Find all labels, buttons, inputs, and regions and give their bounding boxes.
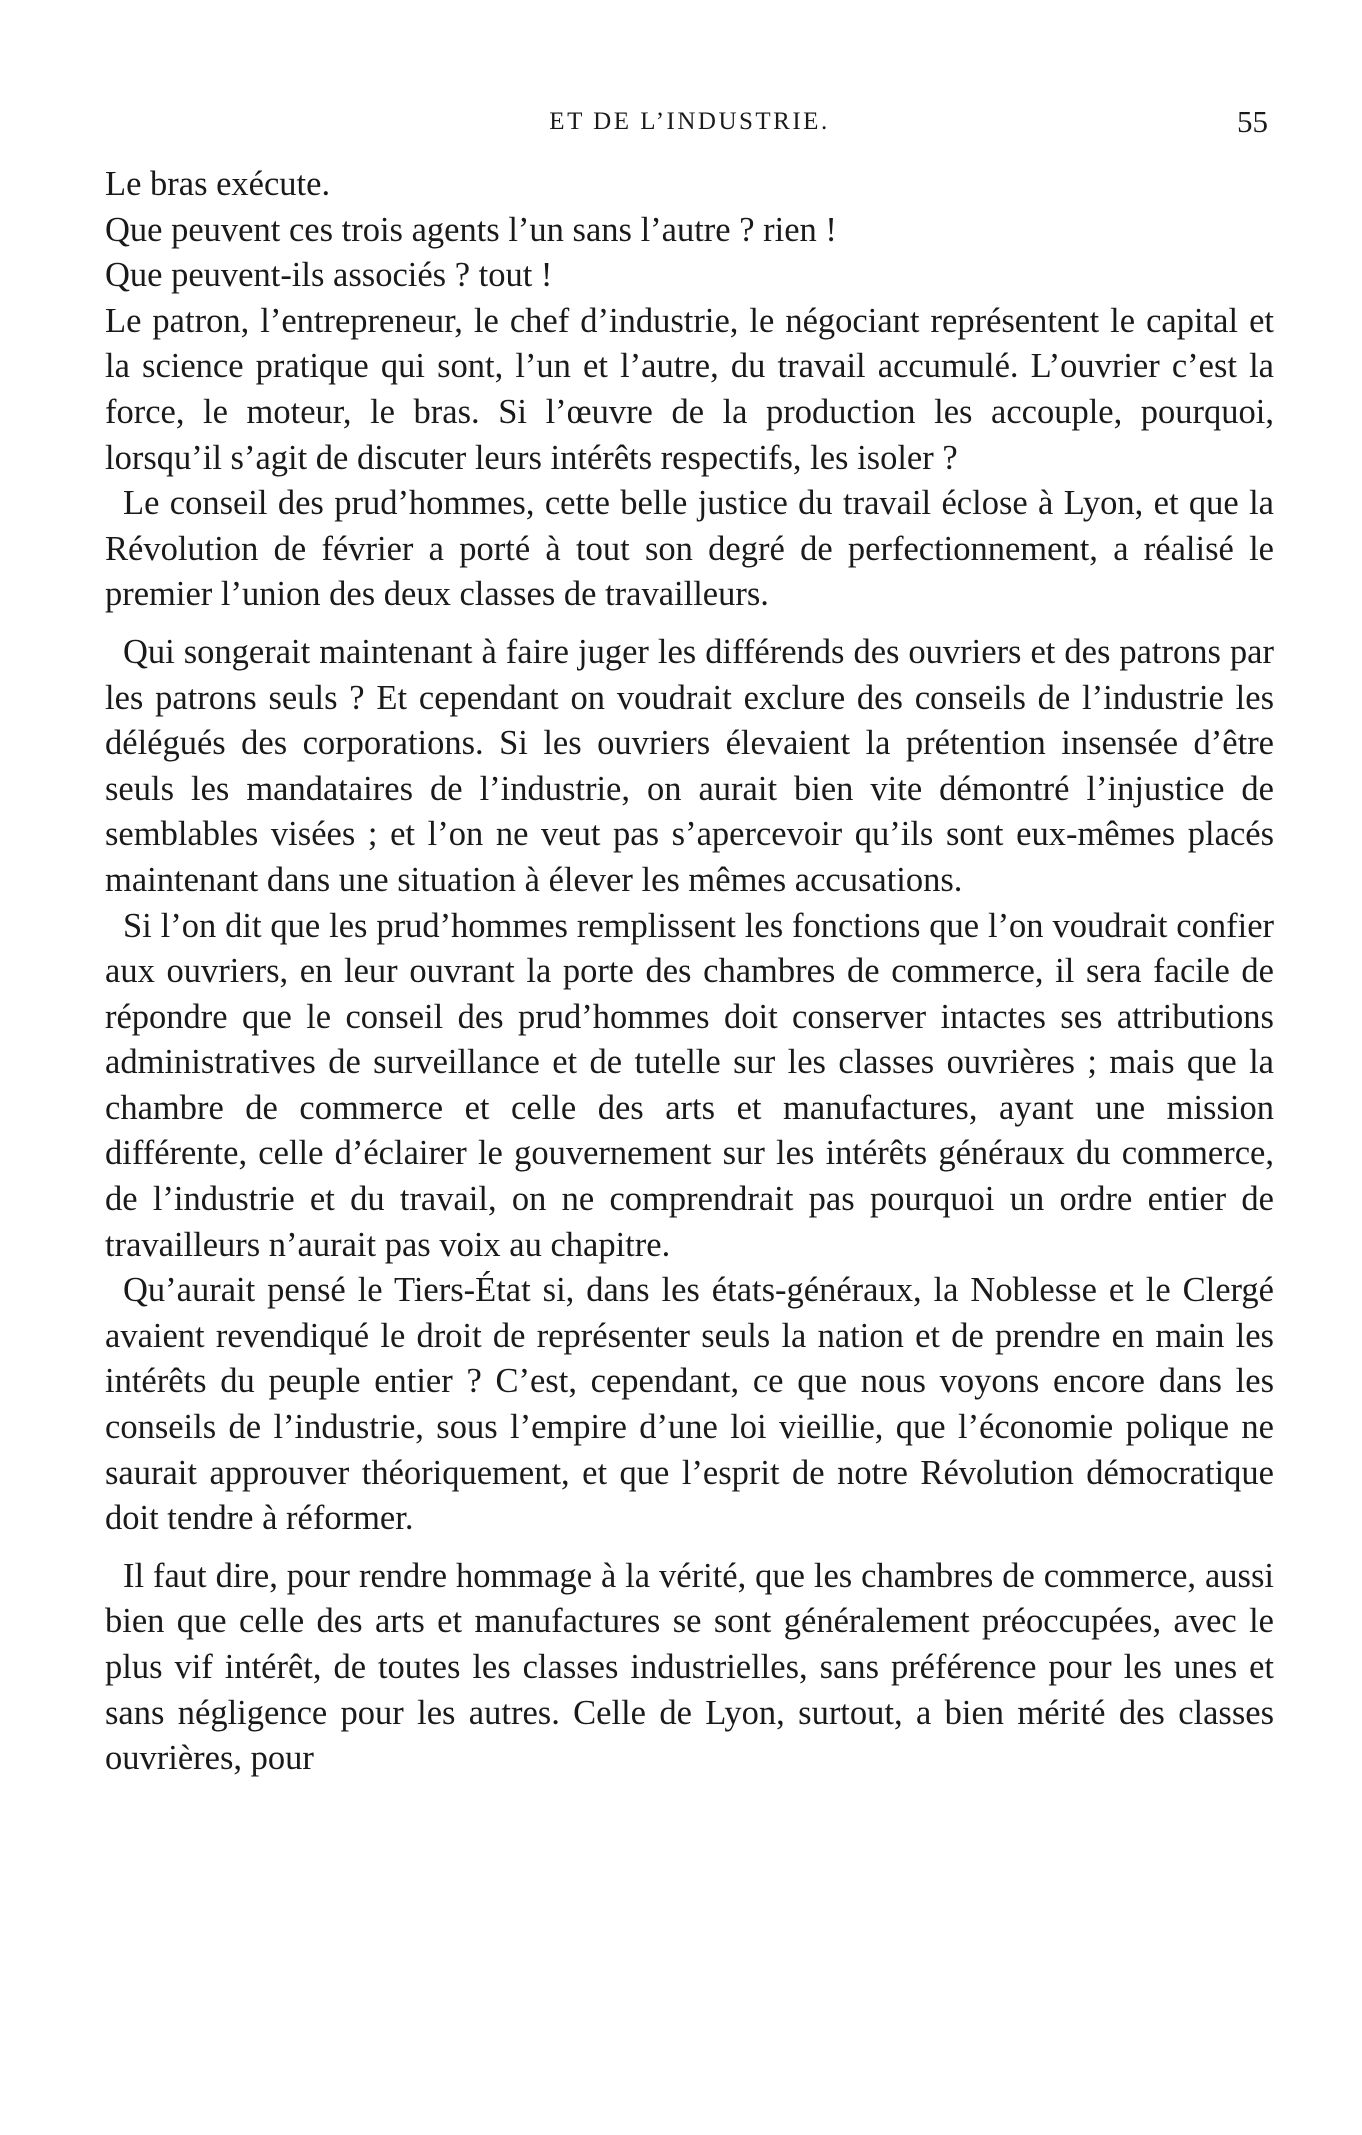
body-text bbox=[105, 162, 1274, 1782]
paragraph-1: Le bras exécute. bbox=[105, 165, 331, 203]
paragraph-8: Qu’aurait pensé le Tiers-État si, dans les états-généraux, la Noblesse et le Clergé avaient revendiqué le droit de représenter seuls la nation et de prendre en main les intérêts du peuple entier ? C’est, cependant, ce que nous voyons encore dans les conseils de l’industrie, sous l’empire d’une loi vieillie, que l’économie polique ne saurait approuver théoriquement, et que l’esprit de notre Révolution démocratique doit tendre à réformer. bbox=[105, 1271, 1274, 1538]
paragraph-7: Si l’on dit que les prud’hommes remplissent les fonctions que l’on voudrait confier aux ouvriers, en leur ouvrant la porte des chambres de commerce, il sera facile de répondre que le conseil des prud’hommes doit conserver intactes ses attributions administratives de surveillance et de tutelle sur les classes ouvrières ; mais que la chambre de commerce et celle des arts et manufactures, ayant une mission différente, celle d’éclairer le gouvernement sur les intérêts généraux du commerce, de l’industrie et du travail, on ne comprendrait pas pourquoi un ordre entier de travailleurs n’aurait pas voix au chapitre. bbox=[105, 906, 1274, 1264]
paragraph-2: Que peuvent ces trois agents l’un sans l’autre ? rien ! bbox=[105, 210, 837, 249]
paragraph-5: Le conseil des prud’hommes, cette belle justice du travail éclose à Lyon, et que la Révolution de février a porté à tout son degré de perfectionnement, a réalisé le premier l’union des deux classes de travailleurs. bbox=[105, 484, 1274, 614]
running-head bbox=[105, 104, 1274, 148]
paragraph-3: Que peuvent-ils associés ? tout ! bbox=[105, 256, 553, 295]
page-number: 55 bbox=[1237, 104, 1268, 139]
paragraph-6: Qui songerait maintenant à faire juger les différends des ouvriers et des patrons par les patrons seuls ? Et cependant on voudrait exclure des conseils de l’industrie les délégués des corporations. Si les ouvriers élevaient la prétention insensée d’être seuls les mandataires de l’industrie, on aurait bien vite démontré l’injustice de semblables visées ; et l’on ne veut pas s’apercevoir qu’ils sont eux-mêmes placés maintenant dans une situation à élever les mêmes accusations. bbox=[105, 632, 1274, 899]
running-title: ET DE L’INDUSTRIE. bbox=[549, 108, 830, 135]
paragraph-9: Il faut dire, pour rendre hommage à la vérité, que les chambres de commerce, aussi bien que celle des arts et manufactures se sont généralement préoccupées, avec le plus vif intérêt, de toutes les classes industrielles, sans préférence pour les unes et sans négligence pour les autres. Celle de Lyon, surtout, a bien mérité des classes ouvrières, pour bbox=[105, 1556, 1274, 1778]
paragraph-4: Le patron, l’entrepreneur, le chef d’industrie, le négociant représentent le capital et la science pratique qui sont, l’un et l’autre, du travail accumulé. L’ouvrier c’est la force, le moteur, le bras. Si l’œuvre de la production les accouple, pourquoi, lorsqu’il s’agit de discuter leurs intérêts respectifs, les isoler ? bbox=[105, 301, 1274, 477]
